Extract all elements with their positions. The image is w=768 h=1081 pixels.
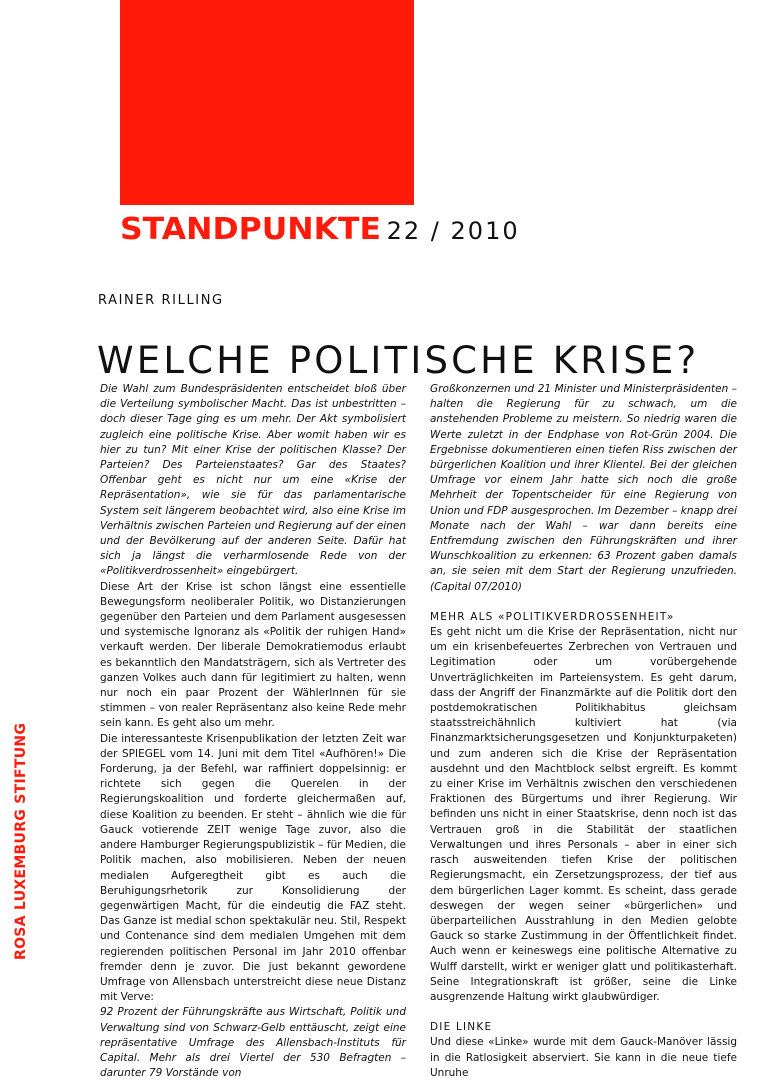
author-name: RAINER RILLING	[98, 293, 224, 308]
body-paragraph: Diese Art der Krise ist schon längst eine essentielle Bewegungsform neoliberaler Politik, wo Distanzierungen gegenüber den Parteien und dem Parlament ausgesessen und systemische Ignoranz als «Politik der ruhigen Hand» verkauft werden. Der liberale Demokratiemodus erlaubt es bekanntlich den Mandatsträgern, sich als Vertreter des ganzen Volkes auch dann für legitimiert zu halten, wenn nur noch ein paar Prozent der WählerInnen für sie stimmen – von realer Repräsentanz also keine Rede mehr sein kann. Es geht also um mehr.	[100, 580, 406, 730]
section-heading: MEHR ALS «POLITIKVERDROSSENHEIT»	[430, 610, 675, 623]
left-column	[100, 382, 406, 1081]
body-paragraph: Und diese «Linke» wurde mit dem Gauck-Manöver lässig in die Ratlosigkeit abserviert. Sie kann in die neue tiefe Unruhe	[430, 1036, 737, 1079]
quote-paragraph: Großkonzernen und 21 Minister und Ministerpräsidenten – halten die Regierung für zu schwach, um die anstehenden Probleme zu meistern. So niedrig waren die Werte zuletzt in der Endphase von Rot-Grün 2004. Die Ergebnisse dokumentieren einen tiefen Riss zwischen der bürgerlichen Koalition und ihrer Klientel. Bei der gleichen Umfrage vor einem Jahr hatte sich noch die große Mehrheit der Topentscheider für eine Regierung von Union und FDP ausgesprochen. Im Dezember – knapp drei Monate nach der Wahl – war dann bereits eine Entfremdung zwischen den Führungskräften und ihrer Wunschkoalition zu erkennen: 63 Prozent gaben damals an, sie seien mit dem Start der Regierung unzufrieden. (Capital 07/2010)	[430, 383, 737, 593]
right-column	[430, 382, 737, 1081]
body-paragraph: Die interessanteste Krisenpublikation der letzten Zeit war der SPIEGEL vom 14. Juni mit dem Titel «Aufhören!» Die Forderung, ja der Befehl, war raffiniert doppelsinnig: er richtete sich gegen die Querelen in der Regierungskoalition und forderte gleichermaßen auf, diese Koalition zu beenden. Er steht – ähnlich wie die für Gauck votierende ZEIT wenige Tage zuvor, also die andere Hamburger Regierungspublizistik – für Medien, die Politik machen, also mobilisieren. Neben der neuen medialen Aufgeregtheit gibt es auch die Beruhigungsrhetorik zur Konsolidierung der gegenwärtigen Macht, für die eindeutig die FAZ steht. Das Ganze ist medial schon spektakulär neu. Stil, Respekt und Contenance sind dem medialen Umgehen mit dem regierenden politischen Personal im Jahr 2010 offenbar fremder denn je zuvor. Die just bekannt gewordene Umfrage von Allensbach unterstreicht diese neue Distanz mit Verve:	[100, 732, 406, 1004]
quote-paragraph: 92 Prozent der Führungskräfte aus Wirtschaft, Politik und Verwaltung sind von Schwarz-Gelb enttäuscht, zeigt eine repräsentative Umfrage des Allensbach-Instituts für Capital. Mehr als drei Viertel der 530 Befragten – darunter 79 Vorstände von	[100, 1006, 406, 1080]
red-header-block	[120, 0, 414, 205]
body-paragraph: Es geht nicht um die Krise der Repräsentation, nicht nur um ein krisenbefeuertes Zerbrechen von Vertrauen und Legitimation oder um vorübergehende Unverträglichkeiten im Parteiensystem. Es geht darum, dass der Angriff der Finanzmärkte auf die Politik dort den postdemokratischen Politikhabitus gleichsam staatsstreichähnlich kultiviert hat (via Finanzmarktsicherungsgesetzen und Konjunkturpaketen) und zum anderen sich die Krise der Repräsentation ausdehnt und den Machtblock selbst ergreift. Es kommt zu einer Krise im Verhältnis zwischen den verschiedenen Fraktionen des Bürgertums und ihrer Regierung. Wir befinden uns nicht in einer Staatskrise, denn noch ist das Vertrauen groß in die Stabilität der staatlichen Verwaltungen und ihres Personals – aber in einer sich rasch ausweitenden tiefen Krise der politischen Regierungsmacht, ein Zersetzungsprozess, der tief aus dem bürgerlichen Lager kommt. Es scheint, dass gerade deswegen der wegen seiner «bürgerlichen» und überparteilichen Ausstrahlung in den Medien gelobte Gauck so starke Zustimmung in der Öffentlichkeit findet. Auch wenn er keineswegs eine politische Alternative zu Wulff darstellt, wirkt er weniger glatt und politikasterhaft. Seine Integrationskraft ist größer, seine die Linke ausgrenzende Haltung wirkt glaubwürdiger.	[430, 626, 737, 1003]
masthead	[120, 212, 520, 248]
series-brand: STANDPUNKTE	[120, 212, 382, 247]
section-heading: DIE LINKE	[430, 1021, 493, 1034]
article-title: WELCHE POLITISCHE KRISE?	[97, 338, 700, 382]
side-organization-label: ROSA LUXEMBURG STIFTUNG	[13, 722, 29, 960]
intro-paragraph: Die Wahl zum Bundespräsidenten entscheidet bloß über die Verteilung symbolischer Macht. Das ist unbestritten – doch dieser Tage ging es um mehr. Der Akt symbolisiert zugleich eine politische Krise. Aber womit haben wir es hier zu tun? Mit einer Krise der politischen Klasse? Der Parteien? Des Parteienstaates? Gar des Staates? Offenbar geht es nicht nur um eine «Krise der Repräsentation», wie sie für das parlamentarische System seit längerem beobachtet wird, also eine Krise im Verhältnis zwischen Parteien und Regierung auf der einen und der Bevölkerung auf der anderen Seite. Dafür hat sich ja längst die verharmlosende Rede von der «Politikverdrossenheit» eingebürgert.	[100, 383, 406, 578]
issue-number: 22 / 2010	[386, 217, 520, 245]
